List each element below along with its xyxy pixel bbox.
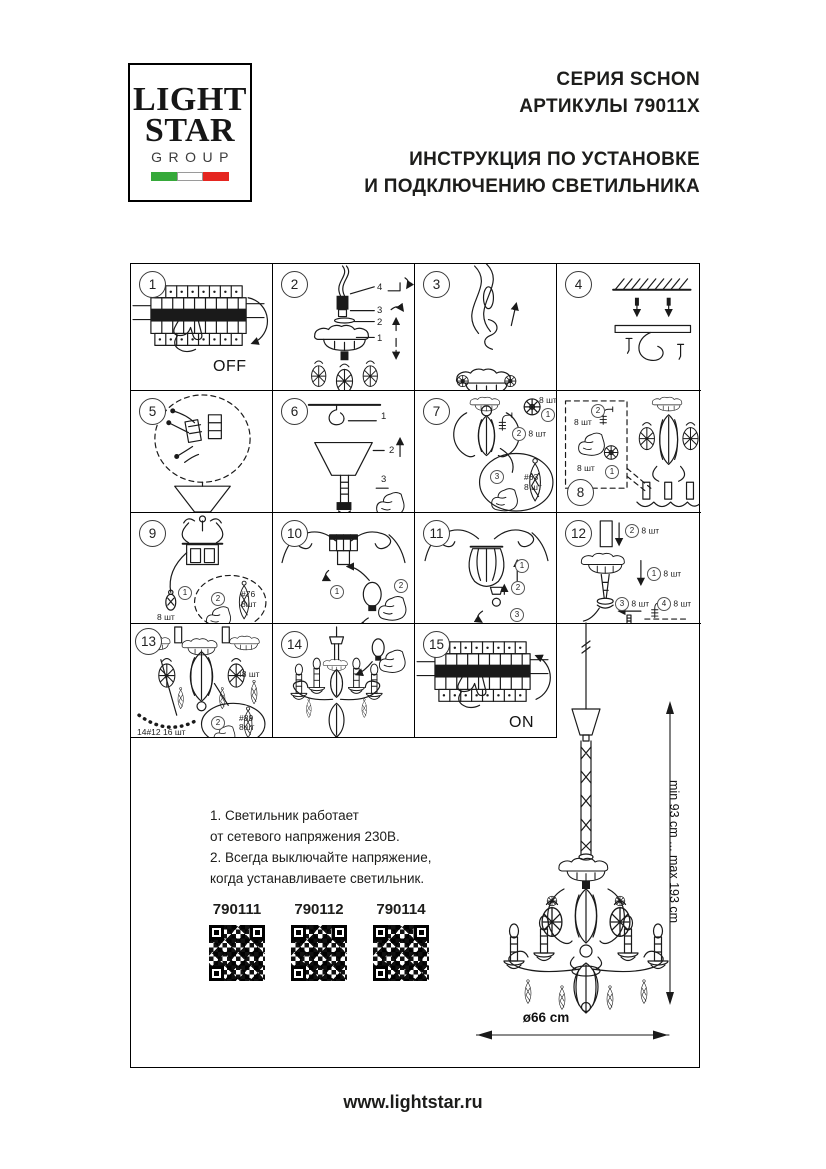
step-number: 7 <box>423 398 450 425</box>
callout-number: 1 <box>178 586 192 600</box>
step-5-cell <box>131 391 273 513</box>
step-9-cell <box>131 513 273 624</box>
logo-word-group: GROUP <box>151 149 235 165</box>
qr-code-2 <box>291 925 347 981</box>
callout-qty: 1 8 шт <box>647 567 681 581</box>
step-number: 11 <box>423 520 450 547</box>
part-label: #63 <box>524 472 539 482</box>
lightstar-logo <box>128 63 252 202</box>
qty-label: 8 шт <box>539 395 557 405</box>
callout-number: 2 <box>591 404 605 418</box>
series-line: СЕРИЯ SCHON <box>556 69 700 90</box>
step-number: 8 <box>567 479 594 506</box>
callout-number: 3 <box>490 470 504 484</box>
callout-number: 2 <box>511 581 525 595</box>
step-number: 2 <box>281 271 308 298</box>
callout-qty: 2 8 шт <box>512 427 546 441</box>
step-number: 4 <box>565 271 592 298</box>
callout-number: 1 <box>330 585 344 599</box>
italian-flag-bar <box>151 172 229 181</box>
breaker-on-label: ON <box>509 714 534 731</box>
qty-label: 8шт <box>241 599 257 609</box>
qty-label: 8 шт <box>574 417 592 427</box>
logo-word-light: LIGHT <box>133 81 247 118</box>
instruction-title <box>364 146 700 200</box>
step-number: 15 <box>423 631 450 658</box>
step-2-cell <box>273 264 415 391</box>
qty-label: 48 шт <box>237 669 260 679</box>
callout-number: 2 <box>211 716 225 730</box>
step-3-cell <box>415 264 557 391</box>
garland-qty-label: 14#12 16 шт <box>137 727 186 737</box>
callout-number: 2 <box>394 579 408 593</box>
callout-number: 2 <box>389 445 395 456</box>
note-line: когда устанавливаете светильник. <box>210 871 425 886</box>
article-code: 790114 <box>376 901 426 918</box>
qty-label: 8 шт <box>577 463 595 473</box>
part-label: #89 <box>239 713 254 723</box>
series-header <box>519 66 700 120</box>
step-7-cell <box>415 391 557 513</box>
part-label: #76 <box>241 589 256 599</box>
callout-number: 3 <box>377 305 383 316</box>
step-10-cell <box>273 513 415 624</box>
article-code: 790111 <box>212 901 262 918</box>
diameter-dimension-label: ø66 cm <box>522 1010 570 1025</box>
title-line-2: И ПОДКЛЮЧЕНИЮ СВЕТИЛЬНИКА <box>364 176 700 197</box>
note-line: 1. Светильник работает <box>210 808 359 823</box>
callout-number: 2 <box>377 317 383 328</box>
step-14-cell <box>273 624 415 738</box>
callout-qty: 4 8 шт <box>657 597 691 611</box>
step-11-cell <box>415 513 557 624</box>
safety-notes <box>210 805 431 889</box>
step-number: 10 <box>281 520 308 547</box>
step-13-cell <box>131 624 273 738</box>
step-number: 9 <box>139 520 166 547</box>
article-code: 790112 <box>294 901 344 918</box>
step-number: 1 <box>139 271 166 298</box>
articles-line: АРТИКУЛЫ 79011X <box>519 96 700 117</box>
step-number: 5 <box>139 398 166 425</box>
callout-number: 4 <box>377 282 383 293</box>
callout-number: 1 <box>541 408 555 422</box>
callout-qty: 3 8 шт <box>615 597 649 611</box>
note-line: 2. Всегда выключайте напряжение, <box>210 850 432 865</box>
step-number: 13 <box>135 628 162 655</box>
qty-label: 8шт <box>239 722 255 732</box>
qr-code-3 <box>373 925 429 981</box>
callout-number: 1 <box>377 333 383 344</box>
instruction-grid <box>130 263 700 1068</box>
height-dimension-label: min 93 cm ... max 193 cm <box>667 780 681 924</box>
qty-label: 8 шт <box>157 612 175 622</box>
qr-code-1 <box>209 925 265 981</box>
qty-label: 8 шт <box>524 482 542 492</box>
step-1-cell <box>131 264 273 391</box>
step-12-cell <box>557 513 701 624</box>
step-6-cell <box>273 391 415 513</box>
callout-number: 3 <box>381 474 387 485</box>
step-number: 3 <box>423 271 450 298</box>
callout-number: 3 <box>510 608 524 622</box>
note-line: от сетевого напряжения 230В. <box>210 829 400 844</box>
step-number: 6 <box>281 398 308 425</box>
step-4-cell <box>557 264 701 391</box>
callout-number: 1 <box>515 559 529 573</box>
callout-number: 2 <box>211 592 225 606</box>
logo-word-star: STAR <box>144 112 236 149</box>
website-url: www.lightstar.ru <box>343 1092 483 1112</box>
callout-qty: 2 8 шт <box>625 524 659 538</box>
callout-number: 1 <box>381 411 387 422</box>
step-8-cell <box>557 391 701 513</box>
step-number: 14 <box>281 631 308 658</box>
step-number: 12 <box>565 520 592 547</box>
callout-number: 1 <box>605 465 619 479</box>
title-line-1: ИНСТРУКЦИЯ ПО УСТАНОВКЕ <box>409 149 700 170</box>
breaker-off-label: OFF <box>213 358 247 375</box>
